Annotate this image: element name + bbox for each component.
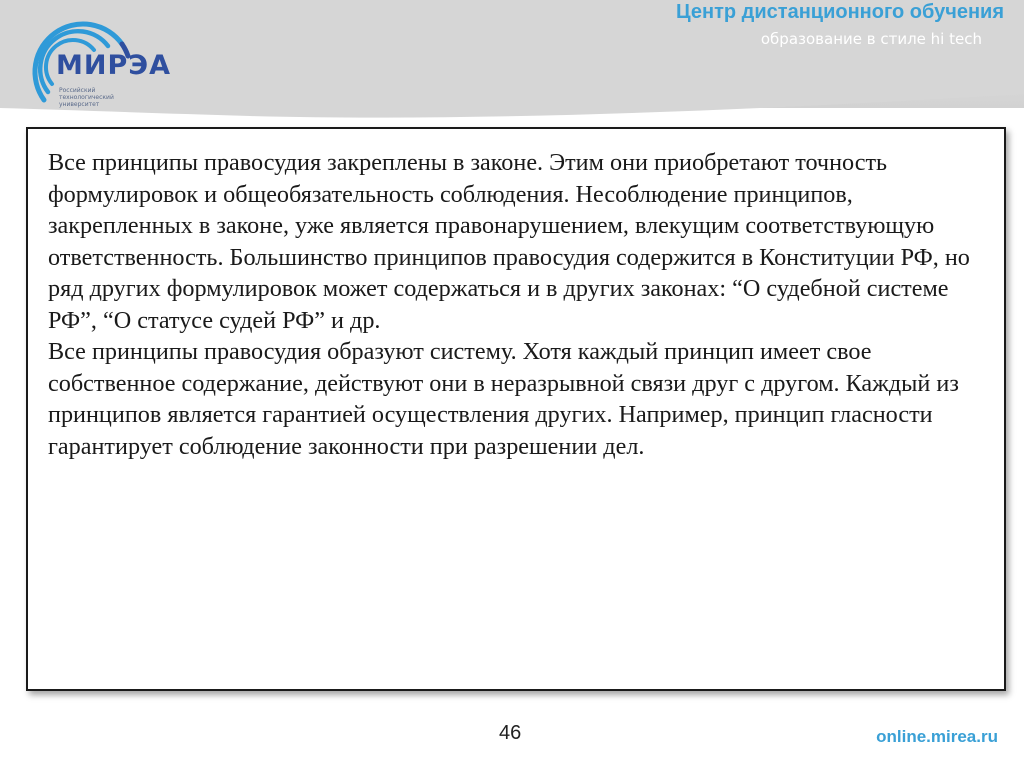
slide-content-box [26, 127, 1006, 691]
paragraph: Все принципы правосудия образуют систему. Хотя каждый принцип имеет свое собственное содержание, действуют они в неразрывной связи друг с другом. Каждый из принципов является гарантией осуществления других. Например, принцип гласности гарантирует соблюдение законности при разрешении дел. [48, 338, 959, 460]
page-number: 46 [499, 722, 522, 744]
logo-wordmark: МИРЭА [56, 50, 171, 81]
mirea-logo [4, 4, 174, 112]
center-tagline: образование в стиле hi tech [760, 30, 982, 48]
slide-body-text [48, 147, 988, 462]
logo-subtitle: Российский технологический университет [59, 87, 114, 108]
header-banner [0, 0, 1024, 108]
footer-url[interactable]: online.mirea.ru [876, 727, 998, 746]
paragraph: Все принципы правосудия закреплены в законе. Этим они приобретают точность формулировок и общеобязательность соблюдения. Несоблюдение принципов, закрепленных в законе, уже является правонарушением, влекущим соответствующую ответственность. Большинство принципов правосудия содержится в Конституции РФ, но ряд других формулировок может содержаться и в других законах: “О судебной системе РФ”, “О статусе судей РФ” и др. [48, 149, 970, 334]
center-title: Центр дистанционного обучения [676, 1, 1004, 23]
